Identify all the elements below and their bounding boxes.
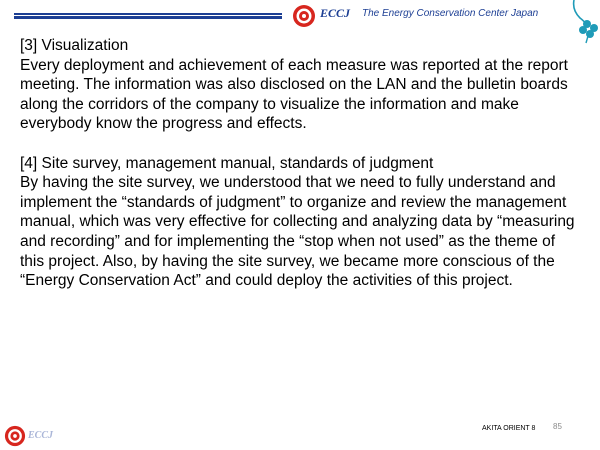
eccj-logo-icon [292,4,316,28]
section-body: By having the site survey, we understood that we need to fully understand and implement the “standards of judgment” to organize and review the management manual, which was very effective for collecting and analyzing data by “measuring and recording” and for implementing the “stop when not used” as the theme of this project. Also, by having the site survey, we became more conscious of the “Energy Conservation Act” and could deploy the activities of this project. [20,174,575,290]
header-rule [14,12,282,19]
section-heading: [3] Visualization [20,37,129,54]
section-body: Every deployment and achievement of each measure was reported at the report meeting. The information was also disclosed on the LAN and the bulletin boards along the corridors of the company to visualize the information and make everybody know the progress and effects. [20,56,568,133]
header-brand: ECCJ [320,6,351,20]
slide-content [20,36,576,291]
header-organization: The Energy Conservation Center Japan [362,8,539,19]
section-spacer [20,134,576,154]
section-heading: [4] Site survey, management manual, standards of judgment [20,154,434,172]
footer-reference: AKITA ORIENT 8 [482,425,536,432]
footer-brand: ECCJ [28,430,54,441]
page-number: 85 [553,422,562,431]
footer-eccj-logo-icon [4,425,26,447]
